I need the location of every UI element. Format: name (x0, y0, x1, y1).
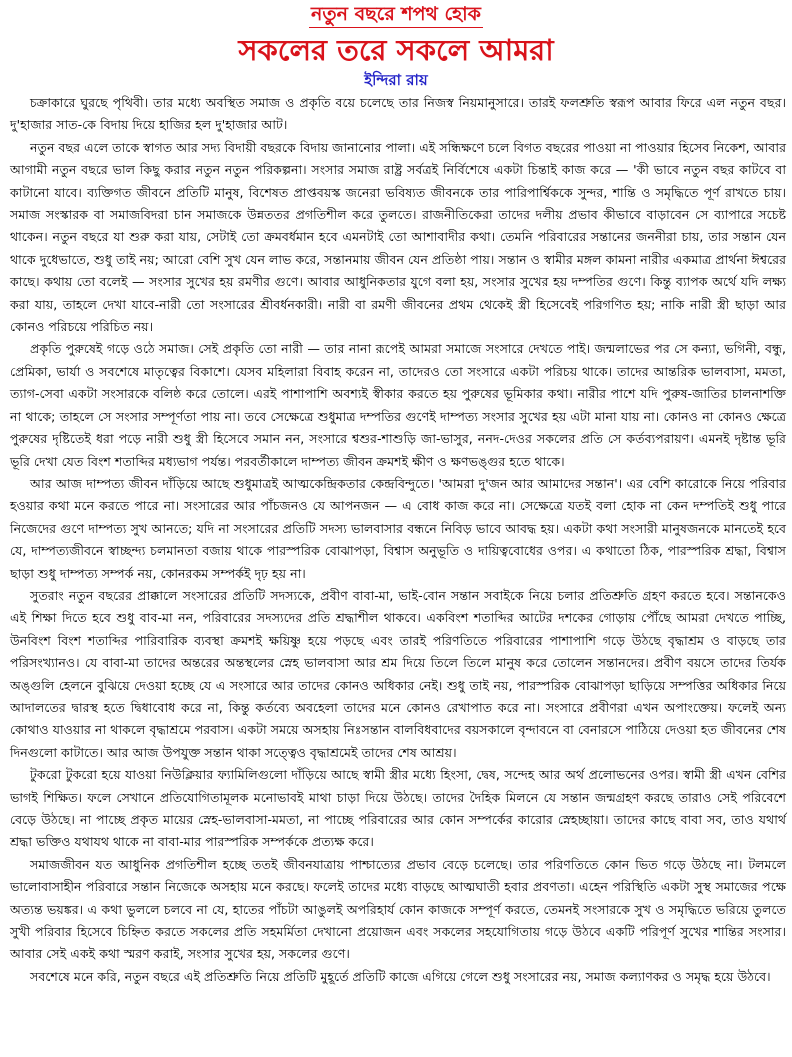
paragraph-8: সবশেষে মনে করি, নতুন বছরে এই প্রতিশ্রুতি নিয়ে প্রতিটি মুহূর্তে প্রতিটি কাজে এগিয়ে গেলে শুধু সংসারের নয়, সমাজ কল্যাণকর ও সমৃদ্ধ হয়ে উঠবে। (30, 968, 771, 984)
article-body (10, 92, 786, 988)
paragraph-5: সুতরাং নতুন বছরের প্রাক্কালে সংসারের প্রতিটি সদস্যকে, প্রবীণ বাবা-মা, ভাই-বোন সন্তান সবাইকে নিয়ে চলার প্রতিশ্রুতি গ্রহণ করতে হবে। সন্তানকেও এই শিক্ষা দিতে হবে শুধু বাব-মা নন, পরিবারের সদস্যদের প্রতি শ্রদ্ধাশীল থাকবে। একবিংশ শতাব্দির আটের দশকের গোড়ায় পৌঁছে আমরা দেখতে পাচ্ছি, উনবিংশ বিংশ শতাব্দির পারিবারিক ব্যবস্থা ক্রমশই ক্ষয়িষ্ণু হয়ে পড়ছে এবং তারই পরিণতিতে পরিবারের পাশাপাশি গড়ে উঠছে বৃদ্ধাশ্রম ও বাড়ছে তার পরিসংখ্যানও। যে বাবা-মা তাদের অন্তরের অন্তস্থলের স্নেহ ভালবাসা আর শ্রম দিয়ে তিলে তিলে মানুষ করে তোলেন সন্তানদের। প্রবীণ বয়সে তাদের তির্যক অঙ্গুলি হেলনে বুঝিয়ে দেওয়া হচ্ছে যে এ সংসারে আর তাদের কোনও অধিকার নেই। শুধু তাই নয়, পারস্পরিক বোঝাপড়া ছাড়িয়ে সম্পত্তির অধিকার নিয়ে আদালতের দ্বারস্থ হতে দ্বিধাবোধ করে না, কিন্তু কর্তব্যে অবহেলা তাদের মনে কোনও রেখাপাত করে না। সংসারে প্রবীণরা এখন অপাংক্তেয়। ফলেই অন্য কোথাও যাওয়ার না থাকলে বৃদ্ধাশ্রমে পরবাস। একটা সময়ে অসহায় নিঃসন্তান বালবিধবাদের বয়সকালে বৃন্দাবনে বা বেনারসে পাঠিয়ে দেওয়া হত জীবনের শেষ দিনগুলো কাটাতে। আর আজ উপযুক্ত সন্তান থাকা সত্ত্বেও বৃদ্ধাশ্রমেই তাদের শেষ আশ্রয়। (10, 587, 786, 760)
paragraph-2: নতুন বছর এলে তাকে স্বাগত আর সদ্য বিদায়ী বছরকে বিদায় জানানোর পালা। এই সন্ধিক্ষণে চলে বিগত বছরের পাওয়া না পাওয়ার হিসেব নিকেশ, আবার আগামী নতুন বছরে ভাল কিছু করার নতুন নতুন পরিকল্পনা। সংসার সমাজ রাষ্ট্র সর্বত্রই নির্বিশেষে একটা চিন্তাই কাজ করে — 'কী ভাবে নতুন বছর কাটবে বা কাটানো যাবে। ব্যক্তিগত জীবনে প্রতিটি মানুষ, বিশেষত প্রাপ্তবয়স্ক জনেরা ভবিষ্যত জীবনকে তার পারিপার্শ্বিককে সুন্দর, শান্তি ও সমৃদ্ধিতে পূর্ণ রাখতে চায়। সমাজ সংস্কারক বা সমাজবিদরা চান সমাজকে উন্নততর প্রগতিশীল করে তুলতে। রাজনীতিকেরা তাদের দলীয় প্রভাব কীভাবে বাড়াবেন সে ব্যাপারে সচেষ্ট থাকেন। নতুন বছরে যা শুরু করা যায়, সেটাই তো ক্রমবর্ধমান হবে এমনটাই তো আশাবাদীর কথা। তেমনি পরিবারের সন্তানের জননীরা চায়, তার সন্তান যেন থাকে দুধেভাতে, শুধু তাই নয়; আরো বেশি সুখ যেন লাভ করে, সন্তানমায় জীবন যেন প্রতিষ্ঠা পায়। সন্তান ও স্বামীর মঙ্গল কামনা নারীর একমাত্র প্রার্থনা ঈশ্বরের কাছে। কথায় তো বলেই — সংসার সুখের হয় রমণীর গুণে। আবার আধুনিকতার যুগে বলা হয়, সংসার সুখের হয় দম্পতির গুণে। কিন্তু ব্যাপক অর্থে যদি লক্ষ্য করা যায়, তাহলে দেখা যাবে-নারী তো সংসারের শ্রীবর্ধনকারী। নারী বা রমণী জীবনের প্রথম থেকেই স্ত্রী হিসেবেই পরিগণিত হয়; নাকি নারী স্ত্রী ছাড়া আর কোনও পরিচয়ে পরিচিত নয়। (10, 139, 786, 335)
paragraph-7: সমাজজীবন যত আধুনিক প্রগতিশীল হচ্ছে ততই জীবনযাত্রায় পাশ্চাত্যের প্রভাব বেড়ে চলেছে। তার পরিণতিতে কোন ভিত গড়ে উঠছে না। টলমলে ভালোবাসাহীন পরিবারে সন্তান নিজেকে অসহায় মনে করছে। ফলেই তাদের মধ্যে বাড়ছে আত্মঘাতী হবার প্রবণতা। এহেন পরিস্থিতি একটা সুস্থ সমাজের পক্ষে অত্যন্ত ভয়ঙ্কর। এ কথা ভুললে চলবে না যে, হাতের পাঁচটা আঙুলই অপরিহার্য কোন কাজকে সম্পূর্ণ করতে, তেমনই সংসারকে সুখ ও সমৃদ্ধিতে ভরিয়ে তুলতে সুখী পরিবার হিসেবে চিহ্নিত করতে সকলের প্রতি সহমর্মিতা দেখানো প্রয়োজন এবং সকলের সহযোগিতায় গড়ে উঠবে একটি পরিপূর্ণ সুখের শান্তির সংসার। আবার সেই একই কথা স্মরণ করাই, সংসার সুখের হয়, সকলের গুণে। (10, 856, 786, 962)
paragraph-4: আর আজ দাম্পত্য জীবন দাঁড়িয়ে আছে শুধুমাত্রই আত্মকেন্দ্রিকতার কেন্দ্রবিন্দুতে। 'আমরা দু'জন আর আমাদের সন্তান'। এর বেশি কারোকে নিয়ে পরিবার হওয়ার কথা মনে করতে পারে না। সংসারের আর পাঁচজনও যে আপনজন — এ বোধ কাজ করে না। সেক্ষেত্রে যতই বলা হোক না কেন দম্পতিই শুধু পারে নিজেদের গুণে দাম্পত্য সুখ আনতে; যদি না সংসারের প্রতিটি সদস্য ভালবাসার বন্ধনে নিবিড় ভাবে আবদ্ধ হয়। একটা কথা সংসারী মানুষজনকে মানতেই হবে যে, দাম্পত্যজীবনে স্বাচ্ছন্দ্য চলমানতা বজায় থাকে পারস্পরিক বোঝাপড়া, বিশ্বাস অনুভূতি ও দায়িত্ববোধের ওপর। এ কথাতো ঠিক, পারস্পরিক শ্রদ্ধা, বিশ্বাস ছাড়া শুধু দাম্পত্য সম্পর্ক নয়, কোনরকম সম্পর্কই দৃঢ় হয় না। (10, 475, 786, 581)
paragraph-6: টুকরো টুকরো হয়ে যাওয়া নিউক্লিয়ার ফ্যামিলিগুলো দাঁড়িয়ে আছে স্বামী স্ত্রীর মধ্যে হিংসা, দ্বেষ, সন্দেহ আর অর্থ প্রলোভনের ওপর। স্বামী স্ত্রী এখন বেশির ভাগই শিক্ষিত। ফলে সেখানে প্রতিযোগিতামূলক মনোভাবই মাথা চাড়া দিয়ে উঠছে। তাদের দৈহিক মিলনে যে সন্তান জন্মগ্রহণ করছে তারাও সেই পরিবেশে বেড়ে উঠছে। না পাচ্ছে প্রকৃত মায়ের স্নেহ-ভালবাসা-মমতা, না পাচ্ছে পরিবারের আর কোন সম্পর্কের কারোর স্নেহচ্ছায়া। তাদের কাছে বাবা সব, তাও যথার্থ শ্রদ্ধা ভক্তিও যথাযথ থাকে না বাবা-মার পারস্পরিক সম্পর্ককে প্রত্যক্ষ করে। (10, 767, 786, 850)
author-name: ইন্দিরা রায় (364, 71, 428, 89)
article-title: সকলের তরে সকলে আমরা (238, 33, 554, 67)
paragraph-1: চক্রাকারে ঘুরছে পৃথিবী। তার মধ্যে অবস্থিত সমাজ ও প্রকৃতি বয়ে চলেছে তার নিজস্ব নিয়মানুসারে। তারই ফলশ্রুতি স্বরূপ আবার ফিরে এল নতুন বছর। দু'হাজার সাত-কে বিদায় দিয়ে হাজির হল দু'হাজার আট। (10, 95, 786, 133)
paragraph-3: প্রকৃতি পুরুষেই গড়ে ওঠে সমাজ। সেই প্রকৃতি তো নারী — তার নানা রূপেই আমরা সমাজে সংসারে দেখতে পাই। জন্মলাভের পর সে কন্যা, ভগিনী, বন্ধু, প্রেমিকা, ভার্যা ও সবশেষে মাতৃত্বের বিকাশে। যেসব মহিলারা বিবাহ করেন না, তাদেরও তো সংসারে একটা পরিচয় থাকে। তাদের আন্তরিক ভালবাসা, মমতা, ত্যাগ-সেবা একটা সংসারকে বলিষ্ঠ করে তোলে। এরই পাশাপাশি অবশ্যই স্বীকার করতে হয় পুরুষের ভূমিকার কথা। নারীর পাশে যদি পুরুষ-জাতির চালনাশক্তি না থাকে; তাহলে সে সংসার সম্পূর্ণতা পায় না। তবে সেক্ষেত্রে শুধুমাত্র দম্পতির গুণেই দাম্পত্য সংসার সুখের হয় এটা মানা যায় না। কোনও না কোনও ক্ষেত্রে পুরুষের দৃষ্টিতেই ধরা পড়ে নারী শুধু স্ত্রী হিসেবে সমান নন, সংসারে শ্বশুর-শাশুড়ি জা-ভাসুর, ননদ-দেওর সকলের প্রতি সে কর্তব্যপরায়ণ। এমনই দৃষ্টান্ত ভূরি ভূরি দেখা যেত বিংশ শতাব্দির মধ্যভাগ পর্যন্ত। পরবর্তীকালে দাম্পত্য জীবন ক্রমশই ক্ষীণ ও ক্ষণভঙ্গুর হতে থাকে। (10, 341, 787, 469)
kicker-text: নতুন বছরে শপথ হোক (309, 2, 483, 28)
kicker (0, 2, 792, 28)
